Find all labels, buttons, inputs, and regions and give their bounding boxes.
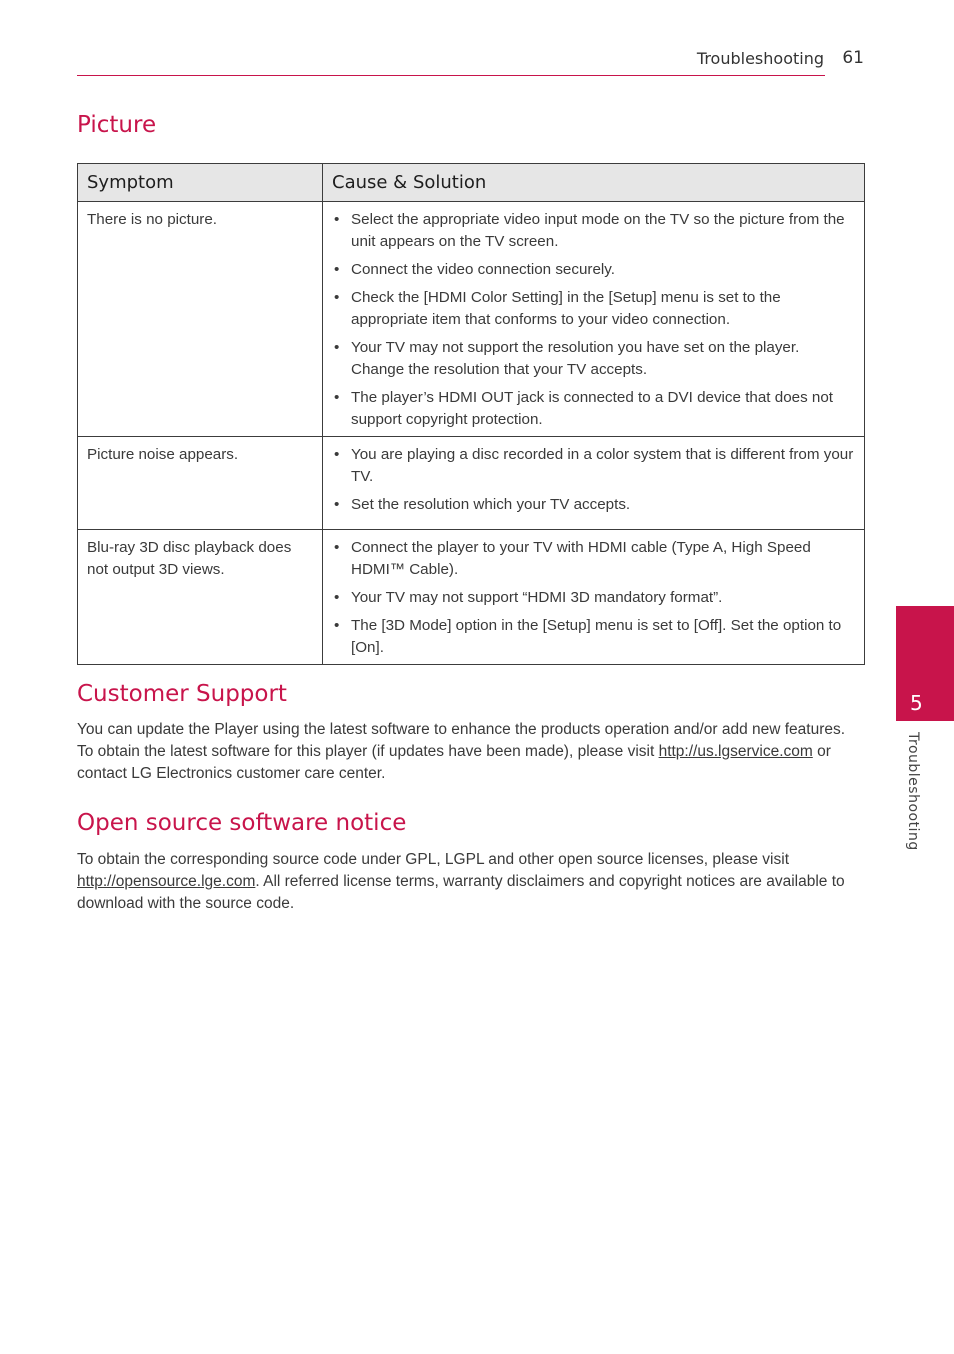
header-rule xyxy=(77,75,825,76)
symptom-cell: There is no picture. xyxy=(78,202,323,437)
solution-item: • Set the resolution which your TV accepts. xyxy=(332,494,855,516)
solution-item: • Your TV may not support the resolution you have set on the player. Change the resolution that your TV accepts. xyxy=(332,337,855,381)
solution-item: • Connect the video connection securely. xyxy=(332,259,855,281)
solution-list xyxy=(332,444,855,516)
open-source-paragraph xyxy=(77,849,847,915)
solution-cell xyxy=(323,437,865,530)
symptom-cell: Picture noise appears. xyxy=(78,437,323,530)
solution-list xyxy=(332,537,855,659)
solution-item: • Your TV may not support “HDMI 3D mandatory format”. xyxy=(332,587,855,609)
customer-support-paragraph xyxy=(77,719,847,785)
solution-item: • Select the appropriate video input mode on the TV so the picture from the unit appears on the TV screen. xyxy=(332,209,855,253)
open-source-text-end: . All referred license terms, warranty disclaimers and copyright notices are available to download with the source code. xyxy=(77,873,845,912)
open-source-heading: Open source software notice xyxy=(77,810,407,836)
solution-item: • You are playing a disc recorded in a color system that is different from your TV. xyxy=(332,444,855,488)
solution-cell xyxy=(323,202,865,437)
solution-item: • The player’s HDMI OUT jack is connected to a DVI device that does not support copyright protection. xyxy=(332,387,855,431)
chapter-number: 5 xyxy=(910,691,923,715)
picture-heading: Picture xyxy=(77,112,157,138)
column-header-cause-solution: Cause & Solution xyxy=(323,164,865,202)
table-header-row xyxy=(78,164,865,202)
table-row xyxy=(78,437,865,530)
solution-list xyxy=(332,209,855,431)
solution-item: • Check the [HDMI Color Setting] in the [Setup] menu is set to the appropriate item that conforms to your video connection. xyxy=(332,287,855,331)
lg-service-link[interactable]: http://us.lgservice.com xyxy=(658,743,813,760)
running-header-section: Troubleshooting xyxy=(696,49,824,68)
chapter-tab xyxy=(896,606,954,721)
solution-cell xyxy=(323,530,865,665)
picture-troubleshooting-table xyxy=(77,163,865,665)
table-row xyxy=(78,530,865,665)
solution-item: • Connect the player to your TV with HDMI cable (Type A, High Speed HDMI™ Cable). xyxy=(332,537,855,581)
page-number: 61 xyxy=(842,48,864,68)
customer-support-heading: Customer Support xyxy=(77,681,287,707)
open-source-link[interactable]: http://opensource.lge.com xyxy=(77,873,256,890)
open-source-text: To obtain the corresponding source code under GPL, LGPL and other open source licenses, please visit xyxy=(77,851,790,868)
customer-support-text-end: or contact LG Electronics customer care center. xyxy=(77,743,831,782)
table-row xyxy=(78,202,865,437)
symptom-cell: Blu-ray 3D disc playback does not output 3D views. xyxy=(78,530,323,665)
chapter-tab-label: Troubleshooting xyxy=(905,732,921,851)
customer-support-text: You can update the Player using the latest software to enhance the products operation and/or add new features. To obtain the latest software for this player (if updates have been made), please visit xyxy=(77,721,846,760)
solution-item: • The [3D Mode] option in the [Setup] menu is set to [Off]. Set the option to [On]. xyxy=(332,615,855,659)
column-header-symptom: Symptom xyxy=(78,164,323,202)
page-header xyxy=(77,48,864,76)
